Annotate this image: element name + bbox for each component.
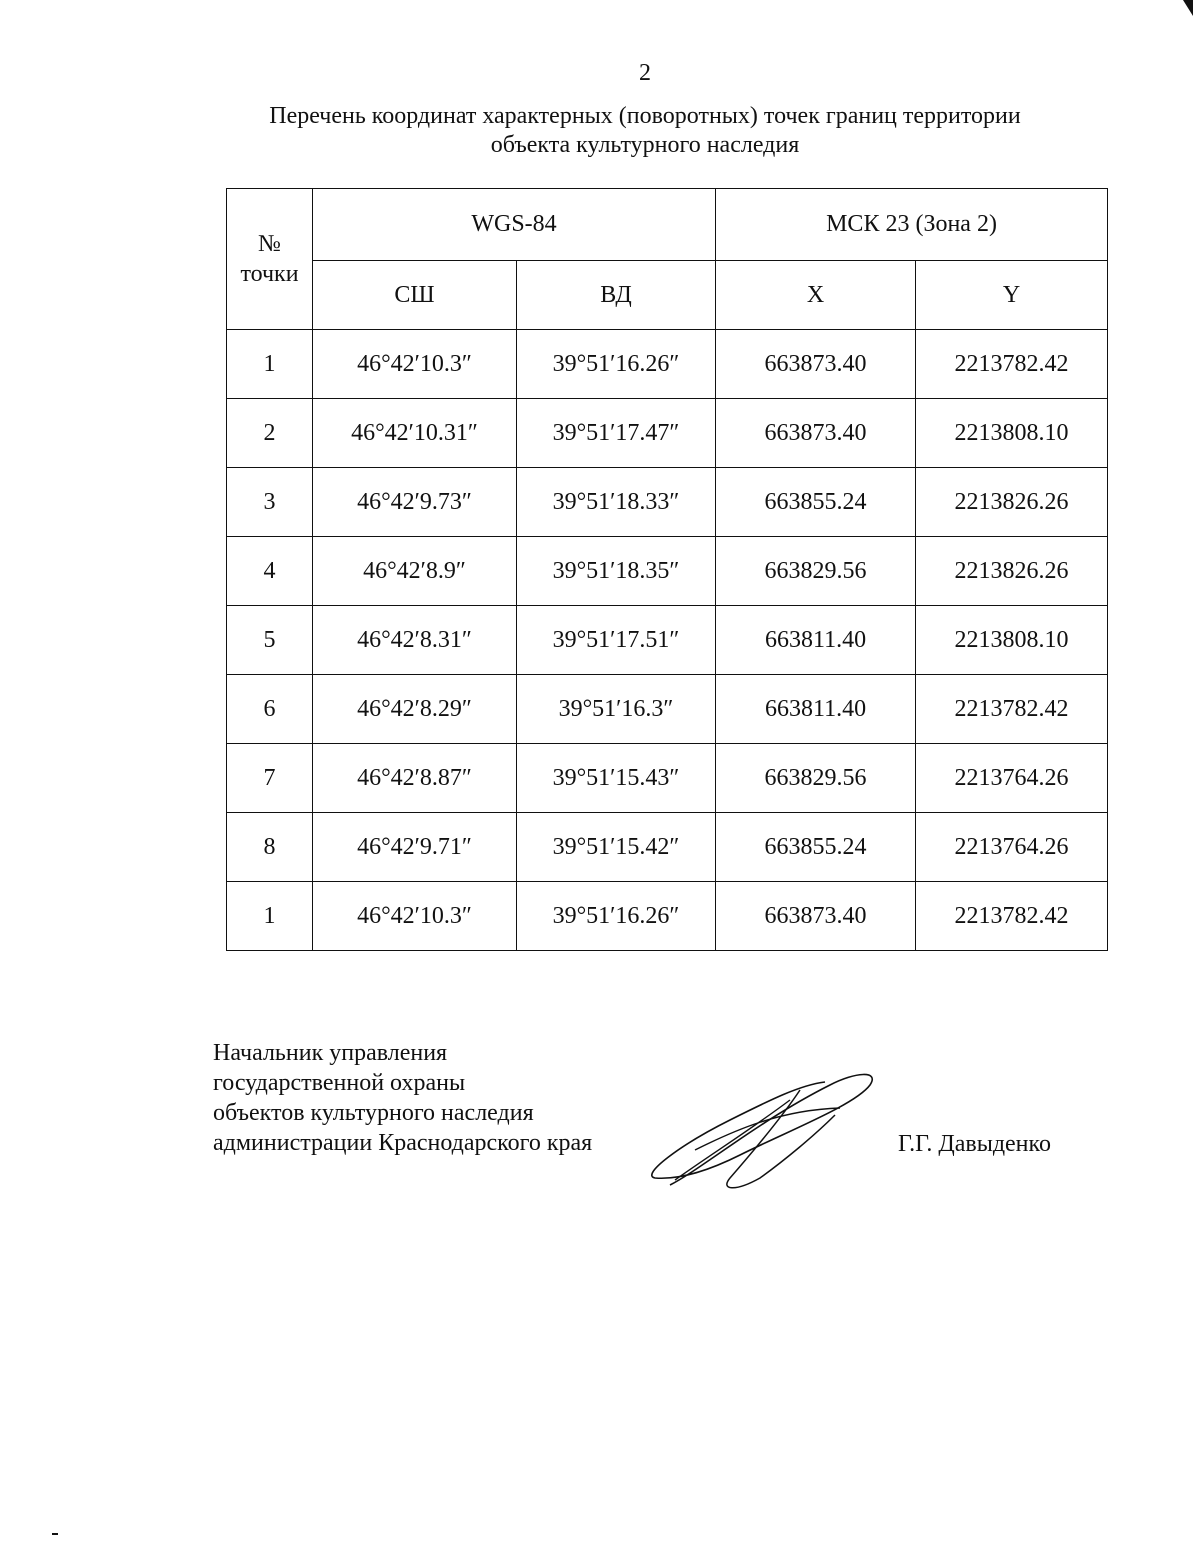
header-y: Y <box>916 261 1108 330</box>
scan-corner-mark <box>1183 0 1193 16</box>
cell-latitude: 46°42′8.9″ <box>313 537 517 606</box>
cell-point-number: 1 <box>227 882 313 951</box>
cell-point-number: 2 <box>227 399 313 468</box>
position-line: администрации Краснодарского края <box>213 1130 593 1156</box>
header-point-number-label: точки <box>240 261 299 287</box>
coordinates-table <box>226 188 1108 951</box>
cell-x: 663855.24 <box>716 468 916 537</box>
header-point-number-symbol: № <box>258 231 281 257</box>
cell-longitude: 39°51′18.33″ <box>517 468 716 537</box>
cell-latitude: 46°42′10.3″ <box>313 330 517 399</box>
table-row <box>227 330 1108 399</box>
cell-longitude: 39°51′18.35″ <box>517 537 716 606</box>
cell-y: 2213826.26 <box>916 537 1108 606</box>
cell-y: 2213808.10 <box>916 399 1108 468</box>
cell-longitude: 39°51′15.43″ <box>517 744 716 813</box>
cell-latitude: 46°42′9.73″ <box>313 468 517 537</box>
cell-latitude: 46°42′8.87″ <box>313 744 517 813</box>
cell-y: 2213808.10 <box>916 606 1108 675</box>
document-title-line-1: Перечень координат характерных (поворотных) точек границ территории <box>269 103 1021 129</box>
cell-latitude: 46°42′10.31″ <box>313 399 517 468</box>
document-title-line-2: объекта культурного наследия <box>490 132 800 158</box>
cell-x: 663873.40 <box>716 399 916 468</box>
cell-longitude: 39°51′16.3″ <box>517 675 716 744</box>
cell-longitude: 39°51′17.51″ <box>517 606 716 675</box>
header-point-number <box>227 189 313 330</box>
cell-longitude: 39°51′16.26″ <box>517 330 716 399</box>
cell-longitude: 39°51′17.47″ <box>517 399 716 468</box>
table-row <box>227 537 1108 606</box>
cell-point-number: 3 <box>227 468 313 537</box>
table-subheader-row <box>227 261 1108 330</box>
signatory-name: Г.Г. Давыденко <box>898 1131 1051 1157</box>
position-line: объектов культурного наследия <box>213 1100 534 1126</box>
scan-margin-mark <box>52 1533 58 1535</box>
cell-point-number: 7 <box>227 744 313 813</box>
document-title <box>200 102 1090 160</box>
cell-latitude: 46°42′8.29″ <box>313 675 517 744</box>
position-line: Начальник управления <box>213 1040 448 1066</box>
cell-x: 663855.24 <box>716 813 916 882</box>
table-row <box>227 606 1108 675</box>
cell-point-number: 1 <box>227 330 313 399</box>
cell-point-number: 6 <box>227 675 313 744</box>
position-line: государственной охраны <box>213 1070 466 1096</box>
cell-x: 663829.56 <box>716 744 916 813</box>
cell-longitude: 39°51′15.42″ <box>517 813 716 882</box>
header-msk23: МСК 23 (Зона 2) <box>716 189 1108 261</box>
table-row <box>227 468 1108 537</box>
cell-y: 2213764.26 <box>916 813 1108 882</box>
cell-y: 2213764.26 <box>916 744 1108 813</box>
table-row <box>227 813 1108 882</box>
cell-x: 663811.40 <box>716 606 916 675</box>
header-x: X <box>716 261 916 330</box>
cell-y: 2213782.42 <box>916 882 1108 951</box>
cell-latitude: 46°42′8.31″ <box>313 606 517 675</box>
signatory-position <box>213 1038 592 1158</box>
cell-point-number: 5 <box>227 606 313 675</box>
table-row <box>227 399 1108 468</box>
cell-y: 2213826.26 <box>916 468 1108 537</box>
header-latitude: СШ <box>313 261 517 330</box>
cell-y: 2213782.42 <box>916 330 1108 399</box>
cell-latitude: 46°42′9.71″ <box>313 813 517 882</box>
cell-x: 663811.40 <box>716 675 916 744</box>
cell-y: 2213782.42 <box>916 675 1108 744</box>
cell-point-number: 4 <box>227 537 313 606</box>
handwritten-signature <box>640 1060 890 1200</box>
cell-x: 663873.40 <box>716 882 916 951</box>
cell-longitude: 39°51′16.26″ <box>517 882 716 951</box>
cell-x: 663829.56 <box>716 537 916 606</box>
cell-latitude: 46°42′10.3″ <box>313 882 517 951</box>
header-longitude: ВД <box>517 261 716 330</box>
table-row <box>227 675 1108 744</box>
cell-point-number: 8 <box>227 813 313 882</box>
table-row <box>227 744 1108 813</box>
table-row <box>227 882 1108 951</box>
table-header-row <box>227 189 1108 261</box>
header-wgs84: WGS-84 <box>313 189 716 261</box>
page-number: 2 <box>639 60 651 86</box>
cell-x: 663873.40 <box>716 330 916 399</box>
